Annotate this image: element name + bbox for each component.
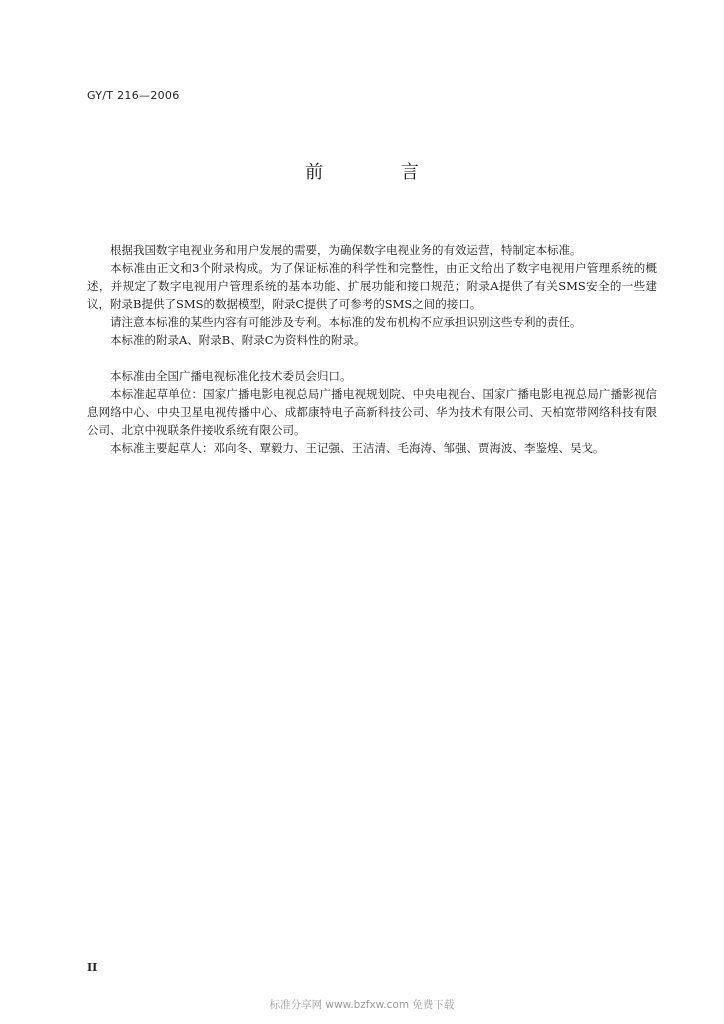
paragraph: 根据我国数字电视业务和用户发展的需要，为确保数字电视业务的有效运营，特制定本标准。 <box>110 243 582 257</box>
page-title: 前 言 <box>305 162 455 183</box>
paragraph: 本标准的附录A、附录B、附录C为资料性的附录。 <box>110 333 366 347</box>
watermark-text: 标准分享网 www.bzfxw.com 免费下载 <box>269 999 455 1011</box>
paragraph: 本标准由全国广播电视标准化技术委员会归口。 <box>110 369 352 383</box>
paragraph: 本标准主要起草人：邓向冬、覃毅力、王记强、王洁清、毛海涛、邹强、贾海波、李鉴煌、吴戈。 <box>110 441 605 455</box>
page-number: II <box>87 961 98 974</box>
foreword-body <box>87 241 657 457</box>
paragraph: 请注意本标准的某些内容有可能涉及专利。本标准的发布机构不应承担识别这些专利的责任。 <box>110 315 582 329</box>
document-code: GY/T 216—2006 <box>87 89 180 102</box>
paragraph: 本标准由正文和3个附录构成。为了保证标准的科学性和完整性，由正文给出了数字电视用户管理系统的概述，并规定了数字电视用户管理系统的基本功能、扩展功能和接口规范；附录A提供了有关SMS安全的一些建议，附录B提供了SMS的数据模型，附录C提供了可参考的SMS之间的接口。 <box>87 261 657 311</box>
paragraph: 本标准起草单位：国家广播电影电视总局广播电视规划院、中央电视台、国家广播电影电视总局广播影视信息网络中心、中央卫星电视传播中心、成都康特电子高新科技公司、华为技术有限公司、天柏宽带网络科技有限公司、北京中视联条件接收系统有限公司。 <box>87 387 657 437</box>
paragraph-spacer <box>87 349 657 367</box>
